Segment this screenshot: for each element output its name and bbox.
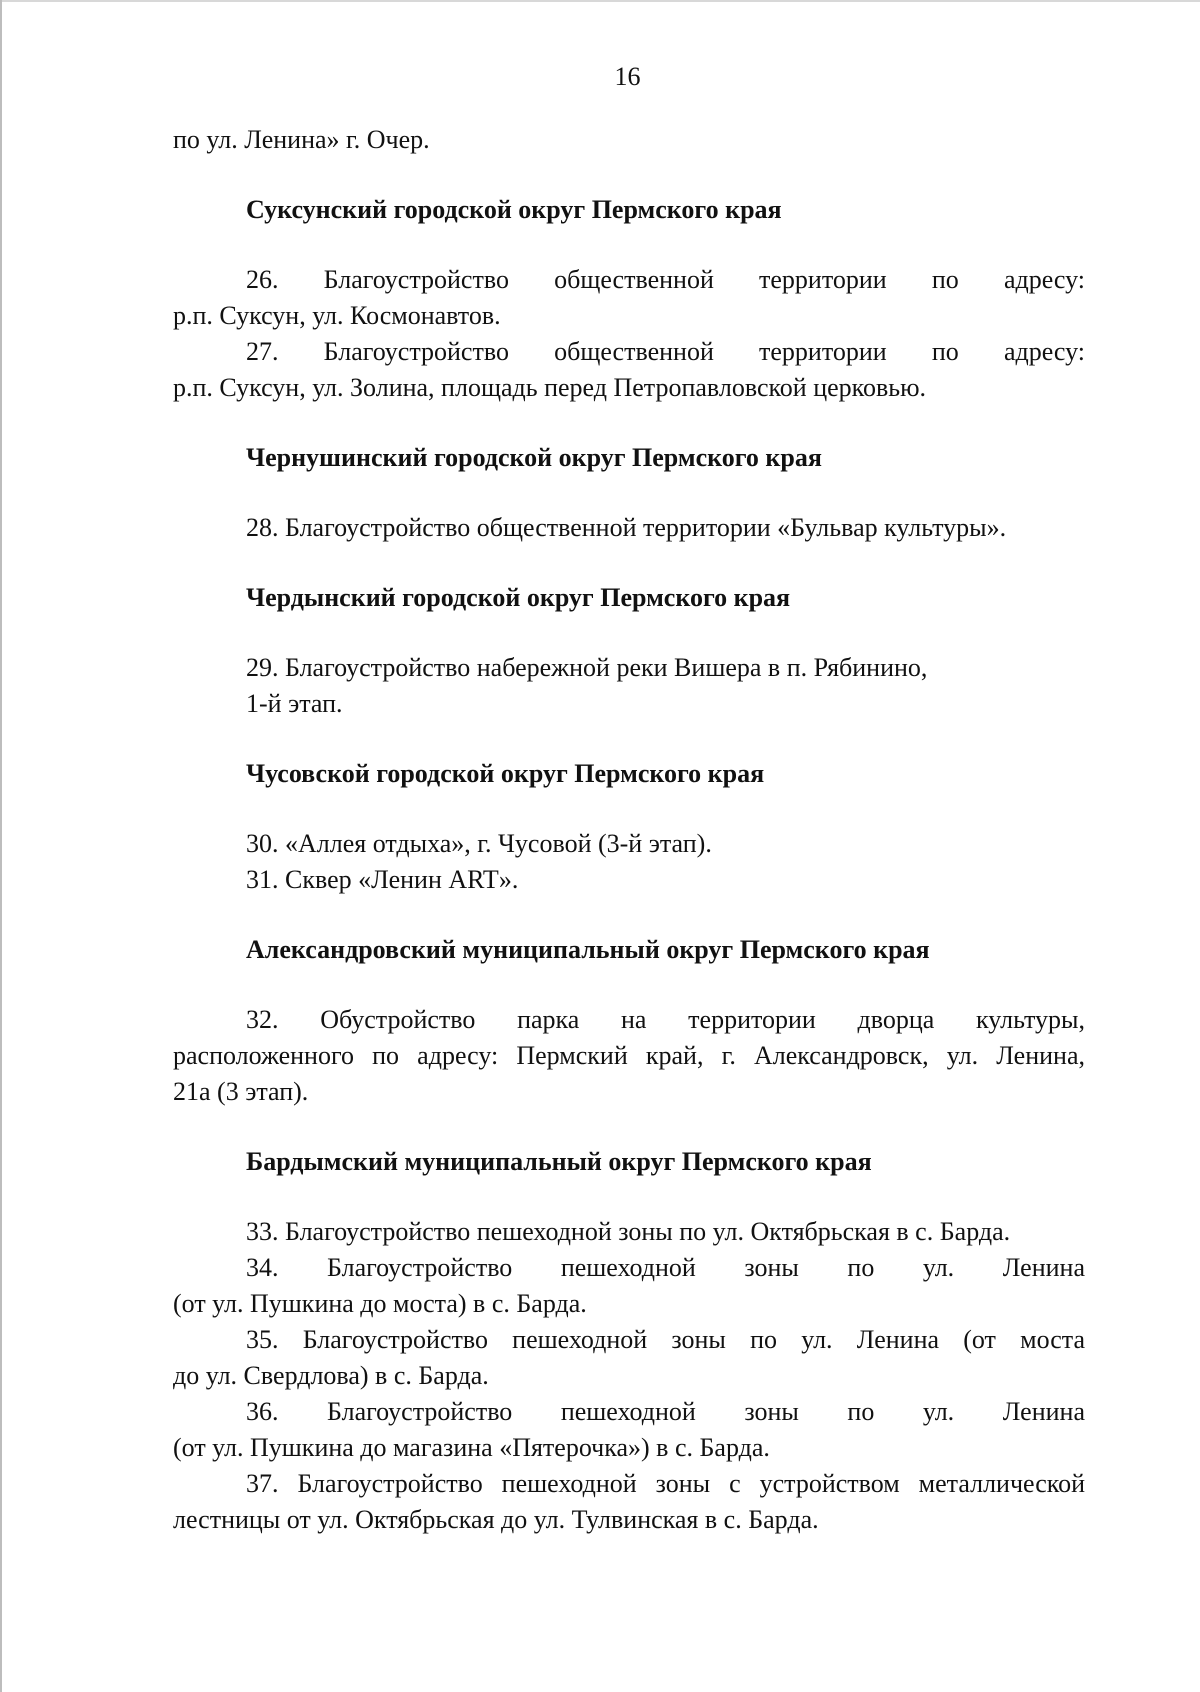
- list-item-32-line-3: 21а (3 этап).: [173, 1077, 309, 1106]
- list-item-26-line-2: р.п. Суксун, ул. Космонавтов.: [173, 301, 501, 330]
- page-number: 16: [614, 62, 641, 91]
- list-item-37-line-1: 37. Благоустройство пешеходной зоны с устройством металлической: [246, 1469, 1085, 1498]
- list-item-35-line-1: 35. Благоустройство пешеходной зоны по ул. Ленина (от моста: [246, 1325, 1085, 1354]
- section-heading-barda: Бардымский муниципальный округ Пермского края: [246, 1147, 872, 1176]
- list-item-31: 31. Сквер «Ленин ART».: [246, 865, 519, 894]
- list-item-29-line-2: 1-й этап.: [246, 689, 343, 718]
- section-heading-suksun: Суксунский городской округ Пермского края: [246, 195, 782, 224]
- list-item-27-line-2: р.п. Суксун, ул. Золина, площадь перед Петропавловской церковью.: [173, 373, 927, 402]
- list-item-36-line-2: (от ул. Пушкина до магазина «Пятерочка») в с. Барда.: [173, 1433, 770, 1462]
- list-item-33: 33. Благоустройство пешеходной зоны по ул. Октябрьская в с. Барда.: [246, 1217, 1011, 1246]
- list-item-30: 30. «Аллея отдыха», г. Чусовой (3-й этап).: [246, 829, 712, 858]
- section-heading-cherdyn: Чердынский городской округ Пермского края: [246, 583, 791, 612]
- section-heading-chusovoy: Чусовской городской округ Пермского края: [246, 759, 765, 788]
- list-item-27-line-1: 27. Благоустройство общественной территории по адресу:: [246, 337, 1085, 366]
- document-body: [173, 122, 1085, 1538]
- list-item-28: 28. Благоустройство общественной территории «Бульвар культуры».: [246, 513, 1007, 542]
- list-item-37-line-2: лестницы от ул. Октябрьская до ул. Тулвинская в с. Барда.: [173, 1505, 819, 1534]
- list-item-32-line-1: 32. Обустройство парка на территории дворца культуры,: [246, 1005, 1085, 1034]
- scan-edge-top: [0, 0, 1200, 2]
- scan-edge-left: [0, 0, 2, 1692]
- list-item-32-line-2: расположенного по адресу: Пермский край, г. Александровск, ул. Ленина,: [173, 1041, 1085, 1070]
- intro-line: по ул. Ленина» г. Очер.: [173, 125, 430, 154]
- list-item-34-line-2: (от ул. Пушкина до моста) в с. Барда.: [173, 1289, 587, 1318]
- list-item-34-line-1: 34. Благоустройство пешеходной зоны по ул. Ленина: [246, 1253, 1085, 1282]
- list-item-26-line-1: 26. Благоустройство общественной территории по адресу:: [246, 265, 1085, 294]
- section-heading-alexandrovsk: Александровский муниципальный округ Пермского края: [246, 935, 930, 964]
- section-heading-chernushka: Чернушинский городской округ Пермского края: [246, 443, 822, 472]
- list-item-35-line-2: до ул. Свердлова) в с. Барда.: [173, 1361, 489, 1390]
- list-item-36-line-1: 36. Благоустройство пешеходной зоны по ул. Ленина: [246, 1397, 1085, 1426]
- list-item-29-line-1: 29. Благоустройство набережной реки Вишера в п. Рябинино,: [246, 653, 928, 682]
